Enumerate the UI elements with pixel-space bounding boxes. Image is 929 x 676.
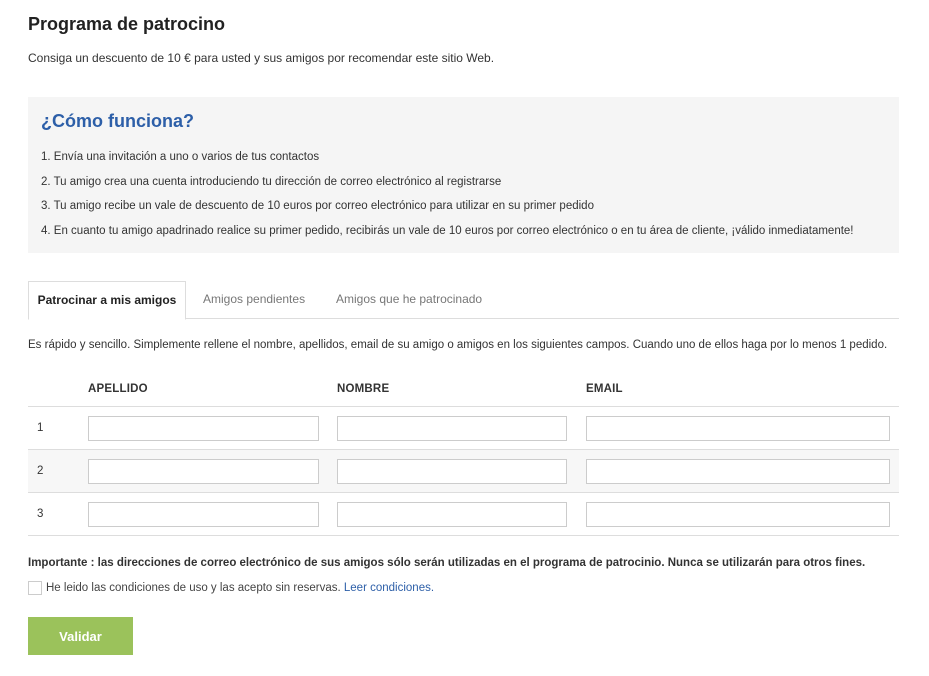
submit-button[interactable]: Validar <box>28 617 133 655</box>
how-it-works-box <box>28 97 899 253</box>
row-number: 3 <box>37 508 44 520</box>
row-number: 2 <box>37 465 44 477</box>
friends-table <box>28 372 899 536</box>
step-item: 3. Tu amigo recibe un vale de descuento de 10 euros por correo electrónico para utilizar en su primer pedido <box>41 200 594 212</box>
email-input[interactable] <box>586 416 890 441</box>
last-name-input[interactable] <box>88 459 319 484</box>
tab-pending-friends[interactable]: Amigos pendientes <box>203 292 306 306</box>
terms-label <box>46 582 434 594</box>
row-number: 1 <box>37 422 44 434</box>
how-it-works-title: ¿Cómo funciona? <box>41 111 194 131</box>
table-header <box>28 372 899 407</box>
last-name-input[interactable] <box>88 416 319 441</box>
tab-bar <box>28 281 899 319</box>
important-notice: Importante : las direcciones de correo electrónico de sus amigos sólo serán utilizadas en el programa de patrocinio. Nunca se utilizarán para otros fines. <box>28 557 866 569</box>
first-name-input[interactable] <box>337 502 567 527</box>
column-header-first-name: NOMBRE <box>337 383 390 395</box>
terms-link[interactable]: Leer condiciones. <box>343 582 435 594</box>
tab-sponsor-friends[interactable]: Patrocinar a mis amigos <box>28 281 186 320</box>
terms-checkbox[interactable] <box>28 581 42 595</box>
email-input[interactable] <box>586 459 890 484</box>
intro-text: Consiga un descuento de 10 € para usted y sus amigos por recomendar este sitio Web. <box>28 51 495 65</box>
step-item: 1. Envía una invitación a uno o varios de tus contactos <box>41 151 320 163</box>
table-row <box>28 407 899 450</box>
terms-text: He leido las condiciones de uso y las acepto sin reservas. <box>46 582 341 594</box>
tab-sponsored-friends[interactable]: Amigos que he patrocinado <box>336 292 483 306</box>
table-row <box>28 450 899 493</box>
first-name-input[interactable] <box>337 459 567 484</box>
first-name-input[interactable] <box>337 416 567 441</box>
step-item: 4. En cuanto tu amigo apadrinado realice su primer pedido, recibirás un vale de 10 euros por correo electrónico o en tu área de cliente, ¡válido inmediatamente! <box>41 224 854 237</box>
column-header-last-name: APELLIDO <box>88 383 148 395</box>
email-input[interactable] <box>586 502 890 527</box>
last-name-input[interactable] <box>88 502 319 527</box>
column-header-email: EMAIL <box>586 383 623 395</box>
step-item: 2. Tu amigo crea una cuenta introduciendo tu dirección de correo electrónico al registrarse <box>41 175 502 188</box>
page-title: Programa de patrocino <box>28 14 226 34</box>
table-row <box>28 493 899 536</box>
form-description: Es rápido y sencillo. Simplemente rellene el nombre, apellidos, email de su amigo o amigos en los siguientes campos. Cuando uno de ellos haga por lo menos 1 pedido. <box>28 339 888 351</box>
how-it-works-steps <box>41 145 854 243</box>
